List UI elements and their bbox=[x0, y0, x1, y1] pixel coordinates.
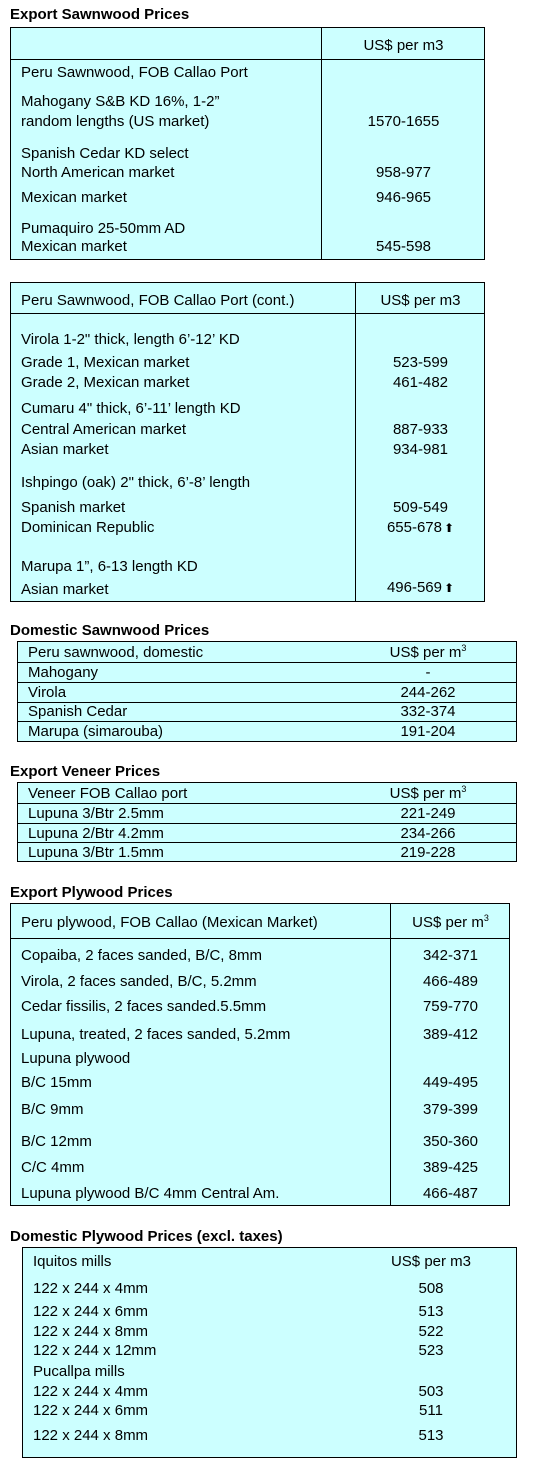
table-row-value: - bbox=[425, 664, 431, 681]
table-row-label: B/C 15mm bbox=[21, 1074, 92, 1091]
table-row-value: 523 bbox=[418, 1342, 444, 1359]
table-row-label: random lengths (US market) bbox=[21, 113, 210, 130]
table-row-value: 466-487 bbox=[422, 1185, 479, 1202]
table-row-value: 509-549 bbox=[392, 499, 449, 516]
table-row-label: Asian market bbox=[21, 441, 109, 458]
up-arrow-icon: ⬆ bbox=[444, 581, 455, 595]
domestic-plywood-title: Domestic Plywood Prices (excl. taxes) bbox=[10, 1228, 283, 1245]
table-row-label: Mexican market bbox=[21, 189, 127, 206]
table-row-value: 234-266 bbox=[400, 825, 456, 842]
table-row-value: 191-204 bbox=[400, 723, 456, 740]
price-value: 496-569 bbox=[386, 579, 442, 596]
table-row-label: Grade 1, Mexican market bbox=[21, 354, 190, 371]
table-row-label: B/C 9mm bbox=[21, 1101, 84, 1118]
table-row-value: 545-598 bbox=[375, 238, 432, 255]
table-row-label: Lupuna plywood bbox=[21, 1050, 131, 1067]
table-row-value: 511 bbox=[419, 1402, 443, 1419]
table-row-label: Pucallpa mills bbox=[33, 1363, 125, 1380]
table-row-value: 219-228 bbox=[400, 844, 456, 861]
table-row-label: Marupa 1”, 6-13 length KD bbox=[21, 558, 198, 575]
column-divider bbox=[321, 28, 322, 259]
table-row-value bbox=[356, 579, 485, 597]
column-header: US$ per m3 bbox=[380, 292, 461, 309]
column-header: US$ per m3 bbox=[363, 37, 444, 54]
table-row-label: Virola, 2 faces sanded, B/C, 5.2mm bbox=[21, 973, 257, 990]
table-row-label: 122 x 244 x 8mm bbox=[33, 1323, 149, 1340]
column-header: US$ per $m^3$ bbox=[412, 913, 489, 931]
table-row-label: North American market bbox=[21, 164, 175, 181]
table-row-value: 461-482 bbox=[392, 374, 449, 391]
table-row-value: 342-371 bbox=[422, 947, 479, 964]
table-row-value: 513 bbox=[418, 1427, 444, 1444]
table-row-label: 122 x 244 x 6mm bbox=[33, 1303, 149, 1320]
row-divider bbox=[18, 662, 516, 663]
table-row-value: 244-262 bbox=[400, 684, 456, 701]
table-row-label: Central American market bbox=[21, 421, 187, 438]
table-row-value: 508 bbox=[418, 1280, 444, 1297]
table-row-label: Cedar fissilis, 2 faces sanded.5.5mm bbox=[21, 998, 267, 1015]
row-divider bbox=[18, 823, 516, 824]
table-row-value: 389-412 bbox=[422, 1026, 479, 1043]
table-row-label: C/C 4mm bbox=[21, 1159, 85, 1176]
table-header-label: Peru sawnwood, domestic bbox=[28, 644, 204, 661]
table-row-label: Ishpingo (oak) 2" thick, 6’-8’ length bbox=[21, 474, 251, 491]
table-row-value: 958-977 bbox=[375, 164, 432, 181]
table-row-label: Lupuna 3/Btr 1.5mm bbox=[28, 844, 164, 861]
table-row-label: 122 x 244 x 4mm bbox=[33, 1280, 149, 1297]
column-header: US$ per $m^3$ bbox=[389, 643, 467, 661]
table-row-label: Peru Sawnwood, FOB Callao Port bbox=[21, 64, 248, 81]
table-header-label: Peru Sawnwood, FOB Callao Port (cont.) bbox=[21, 292, 295, 309]
table-row-label: Lupuna plywood B/C 4mm Central Am. bbox=[21, 1185, 280, 1202]
row-divider bbox=[18, 803, 516, 804]
domestic-sawnwood-table bbox=[17, 641, 517, 742]
table-row-label: Cumaru 4" thick, 6’-11’ length KD bbox=[21, 400, 241, 417]
table-row-label: Virola bbox=[28, 684, 67, 701]
table-row-label: Virola 1-2" thick, length 6’-12’ KD bbox=[21, 331, 240, 348]
export-sawnwood-cont-table bbox=[10, 282, 485, 602]
table-row-label: Lupuna 2/Btr 4.2mm bbox=[28, 825, 164, 842]
export-sawnwood-title: Export Sawnwood Prices bbox=[10, 6, 190, 23]
table-row-label: Mahogany S&B KD 16%, 1-2” bbox=[21, 93, 220, 110]
table-row-label: B/C 12mm bbox=[21, 1133, 92, 1150]
table-row-label: Marupa (simarouba) bbox=[28, 723, 164, 740]
table-row-label: 122 x 244 x 6mm bbox=[33, 1402, 149, 1419]
table-header-label: Veneer FOB Callao port bbox=[28, 785, 188, 802]
table-header-label: Iquitos mills bbox=[33, 1253, 112, 1270]
table-row-value: 503 bbox=[418, 1383, 444, 1400]
table-row-label: Mexican market bbox=[21, 238, 127, 255]
table-row-label: 122 x 244 x 4mm bbox=[33, 1383, 149, 1400]
export-sawnwood-table bbox=[10, 27, 485, 260]
table-row-label: Copaiba, 2 faces sanded, B/C, 8mm bbox=[21, 947, 262, 964]
table-row-value: 449-495 bbox=[422, 1074, 479, 1091]
price-value: 655-678 bbox=[386, 519, 442, 536]
domestic-sawnwood-title: Domestic Sawnwood Prices bbox=[10, 622, 210, 639]
column-header: US$ per $m^3$ bbox=[389, 784, 467, 802]
table-row-label: Spanish market bbox=[21, 499, 126, 516]
header-divider bbox=[11, 938, 509, 939]
header-divider bbox=[11, 313, 484, 314]
table-row-value: 350-360 bbox=[422, 1133, 479, 1150]
table-header-label: Peru plywood, FOB Callao (Mexican Market) bbox=[21, 914, 318, 931]
table-row-value: 221-249 bbox=[400, 805, 456, 822]
table-row-value: 934-981 bbox=[392, 441, 449, 458]
table-row-label: 122 x 244 x 8mm bbox=[33, 1427, 149, 1444]
table-row-label: Asian market bbox=[21, 581, 109, 598]
table-row-label: Dominican Republic bbox=[21, 519, 155, 536]
row-divider bbox=[18, 721, 516, 722]
table-row-value: 759-770 bbox=[422, 998, 479, 1015]
table-row-value: 523-599 bbox=[392, 354, 449, 371]
column-header: US$ per m3 bbox=[390, 1253, 472, 1270]
table-row-label: Mahogany bbox=[28, 664, 99, 681]
table-row-value: 379-399 bbox=[422, 1101, 479, 1118]
table-row-value: 1570-1655 bbox=[367, 113, 440, 130]
domestic-plywood-table bbox=[22, 1247, 517, 1458]
table-row-label: Spanish Cedar KD select bbox=[21, 145, 189, 162]
table-row-value: 522 bbox=[418, 1323, 444, 1340]
table-row-label: Lupuna 3/Btr 2.5mm bbox=[28, 805, 164, 822]
table-row-value: 389-425 bbox=[422, 1159, 479, 1176]
up-arrow-icon: ⬆ bbox=[444, 521, 455, 535]
header-divider bbox=[11, 59, 484, 60]
export-veneer-title: Export Veneer Prices bbox=[10, 763, 161, 780]
table-row-value: 332-374 bbox=[400, 703, 456, 720]
table-row-label: Lupuna, treated, 2 faces sanded, 5.2mm bbox=[21, 1026, 291, 1043]
table-row-value: 946-965 bbox=[375, 189, 432, 206]
table-row-value: 466-489 bbox=[422, 973, 479, 990]
export-plywood-title: Export Plywood Prices bbox=[10, 884, 173, 901]
row-divider bbox=[18, 682, 516, 683]
export-veneer-table bbox=[17, 782, 517, 862]
table-row-label: Pumaquiro 25-50mm AD bbox=[21, 220, 186, 237]
table-row-value bbox=[356, 519, 485, 537]
table-row-label: 122 x 244 x 12mm bbox=[33, 1342, 157, 1359]
table-row-label: Spanish Cedar bbox=[28, 703, 128, 720]
table-row-label: Grade 2, Mexican market bbox=[21, 374, 190, 391]
table-row-value: 887-933 bbox=[392, 421, 449, 438]
export-plywood-table bbox=[10, 903, 510, 1206]
table-row-value: 513 bbox=[418, 1303, 444, 1320]
